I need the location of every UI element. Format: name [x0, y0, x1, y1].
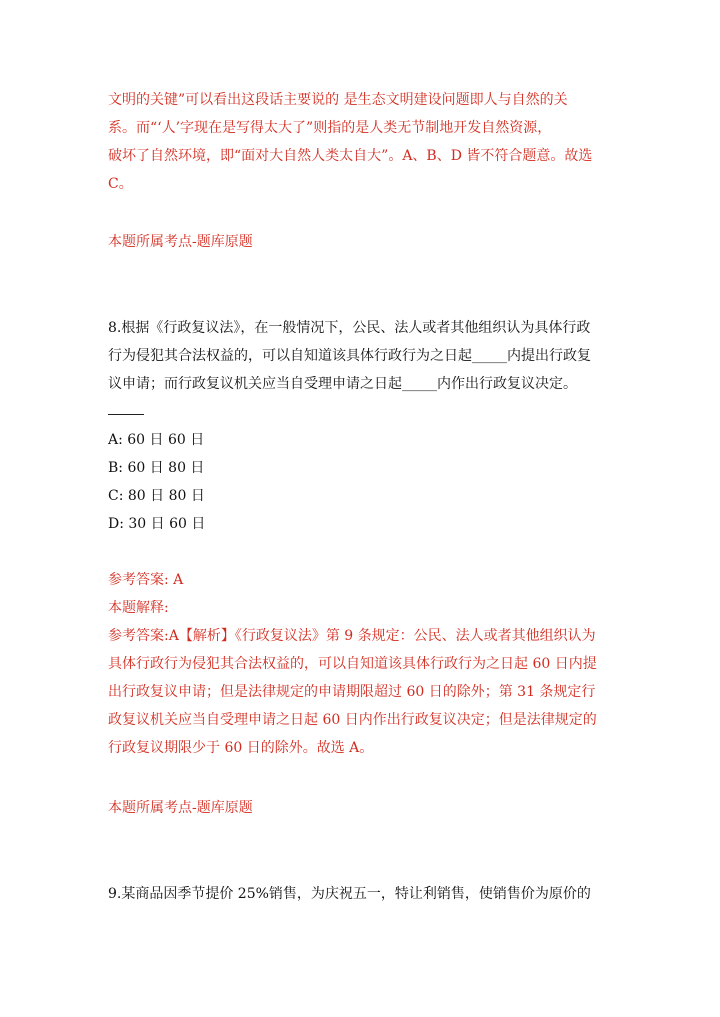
explanation-line: 破坏了自然环境，即“面对大自然人类太自大”。A、B、D 皆不符合题意。故选: [108, 148, 593, 164]
question-line: 8.根据《行政复议法》，在一般情况下，公民、法人或者其他组织认为具体行政: [108, 320, 591, 336]
explanation-line: C。: [108, 176, 133, 192]
option-c: C: 80 日 80 日: [108, 488, 205, 504]
question-line: 9.某商品因季节提价 25%销售，为庆祝五一，特让利销售，使销售价为原价的: [108, 886, 591, 902]
question-line: 议申请；而行政复议机关应当自受理申请之日起_____内作出行政复议决定。: [108, 376, 577, 392]
option-b: B: 60 日 80 日: [108, 460, 205, 476]
option-d: D: 30 日 60 日: [108, 516, 206, 532]
explanation-line: 政复议机关应当自受理申请之日起 60 日内作出行政复议决定；但是法律规定的: [108, 712, 597, 728]
question-9: [108, 880, 620, 908]
explanation-line: 参考答案:A【解析】《行政复议法》第 9 条规定：公民、法人或者其他组织认为: [108, 628, 596, 644]
explanation-line: 系。而“‘人’字现在是写得太大了”则指的是人类无节制地开发自然资源，: [108, 120, 552, 136]
answer-label: 参考答案: A: [108, 572, 184, 588]
previous-source: [108, 228, 620, 256]
question-8: [108, 314, 620, 415]
question-8-source: [108, 794, 620, 822]
blank-underline: [108, 414, 144, 415]
question-8-answer: [108, 566, 620, 762]
previous-explanation: [108, 86, 620, 198]
question-line: 行为侵犯其合法权益的，可以自知道该具体行政行为之日起_____内提出行政复: [108, 348, 591, 364]
explanation-line: 出行政复议申请；但是法律规定的申请期限超过 60 日的除外；第 31 条规定行: [108, 684, 596, 700]
option-a: A: 60 日 60 日: [108, 432, 205, 448]
source-label: 本题所属考点-题库原题: [108, 234, 253, 250]
explanation-title: 本题解释:: [108, 600, 169, 616]
explanation-line: 行政复议期限少于 60 日的除外。故选 A。: [108, 740, 374, 756]
explanation-line: 具体行政行为侵犯其合法权益的，可以自知道该具体行政行为之日起 60 日内提: [108, 656, 597, 672]
question-8-options: [108, 426, 620, 538]
explanation-line: 文明的关键”可以看出这段话主要说的 是生态文明建设问题即人与自然的关: [108, 92, 568, 108]
source-label: 本题所属考点-题库原题: [108, 800, 253, 816]
